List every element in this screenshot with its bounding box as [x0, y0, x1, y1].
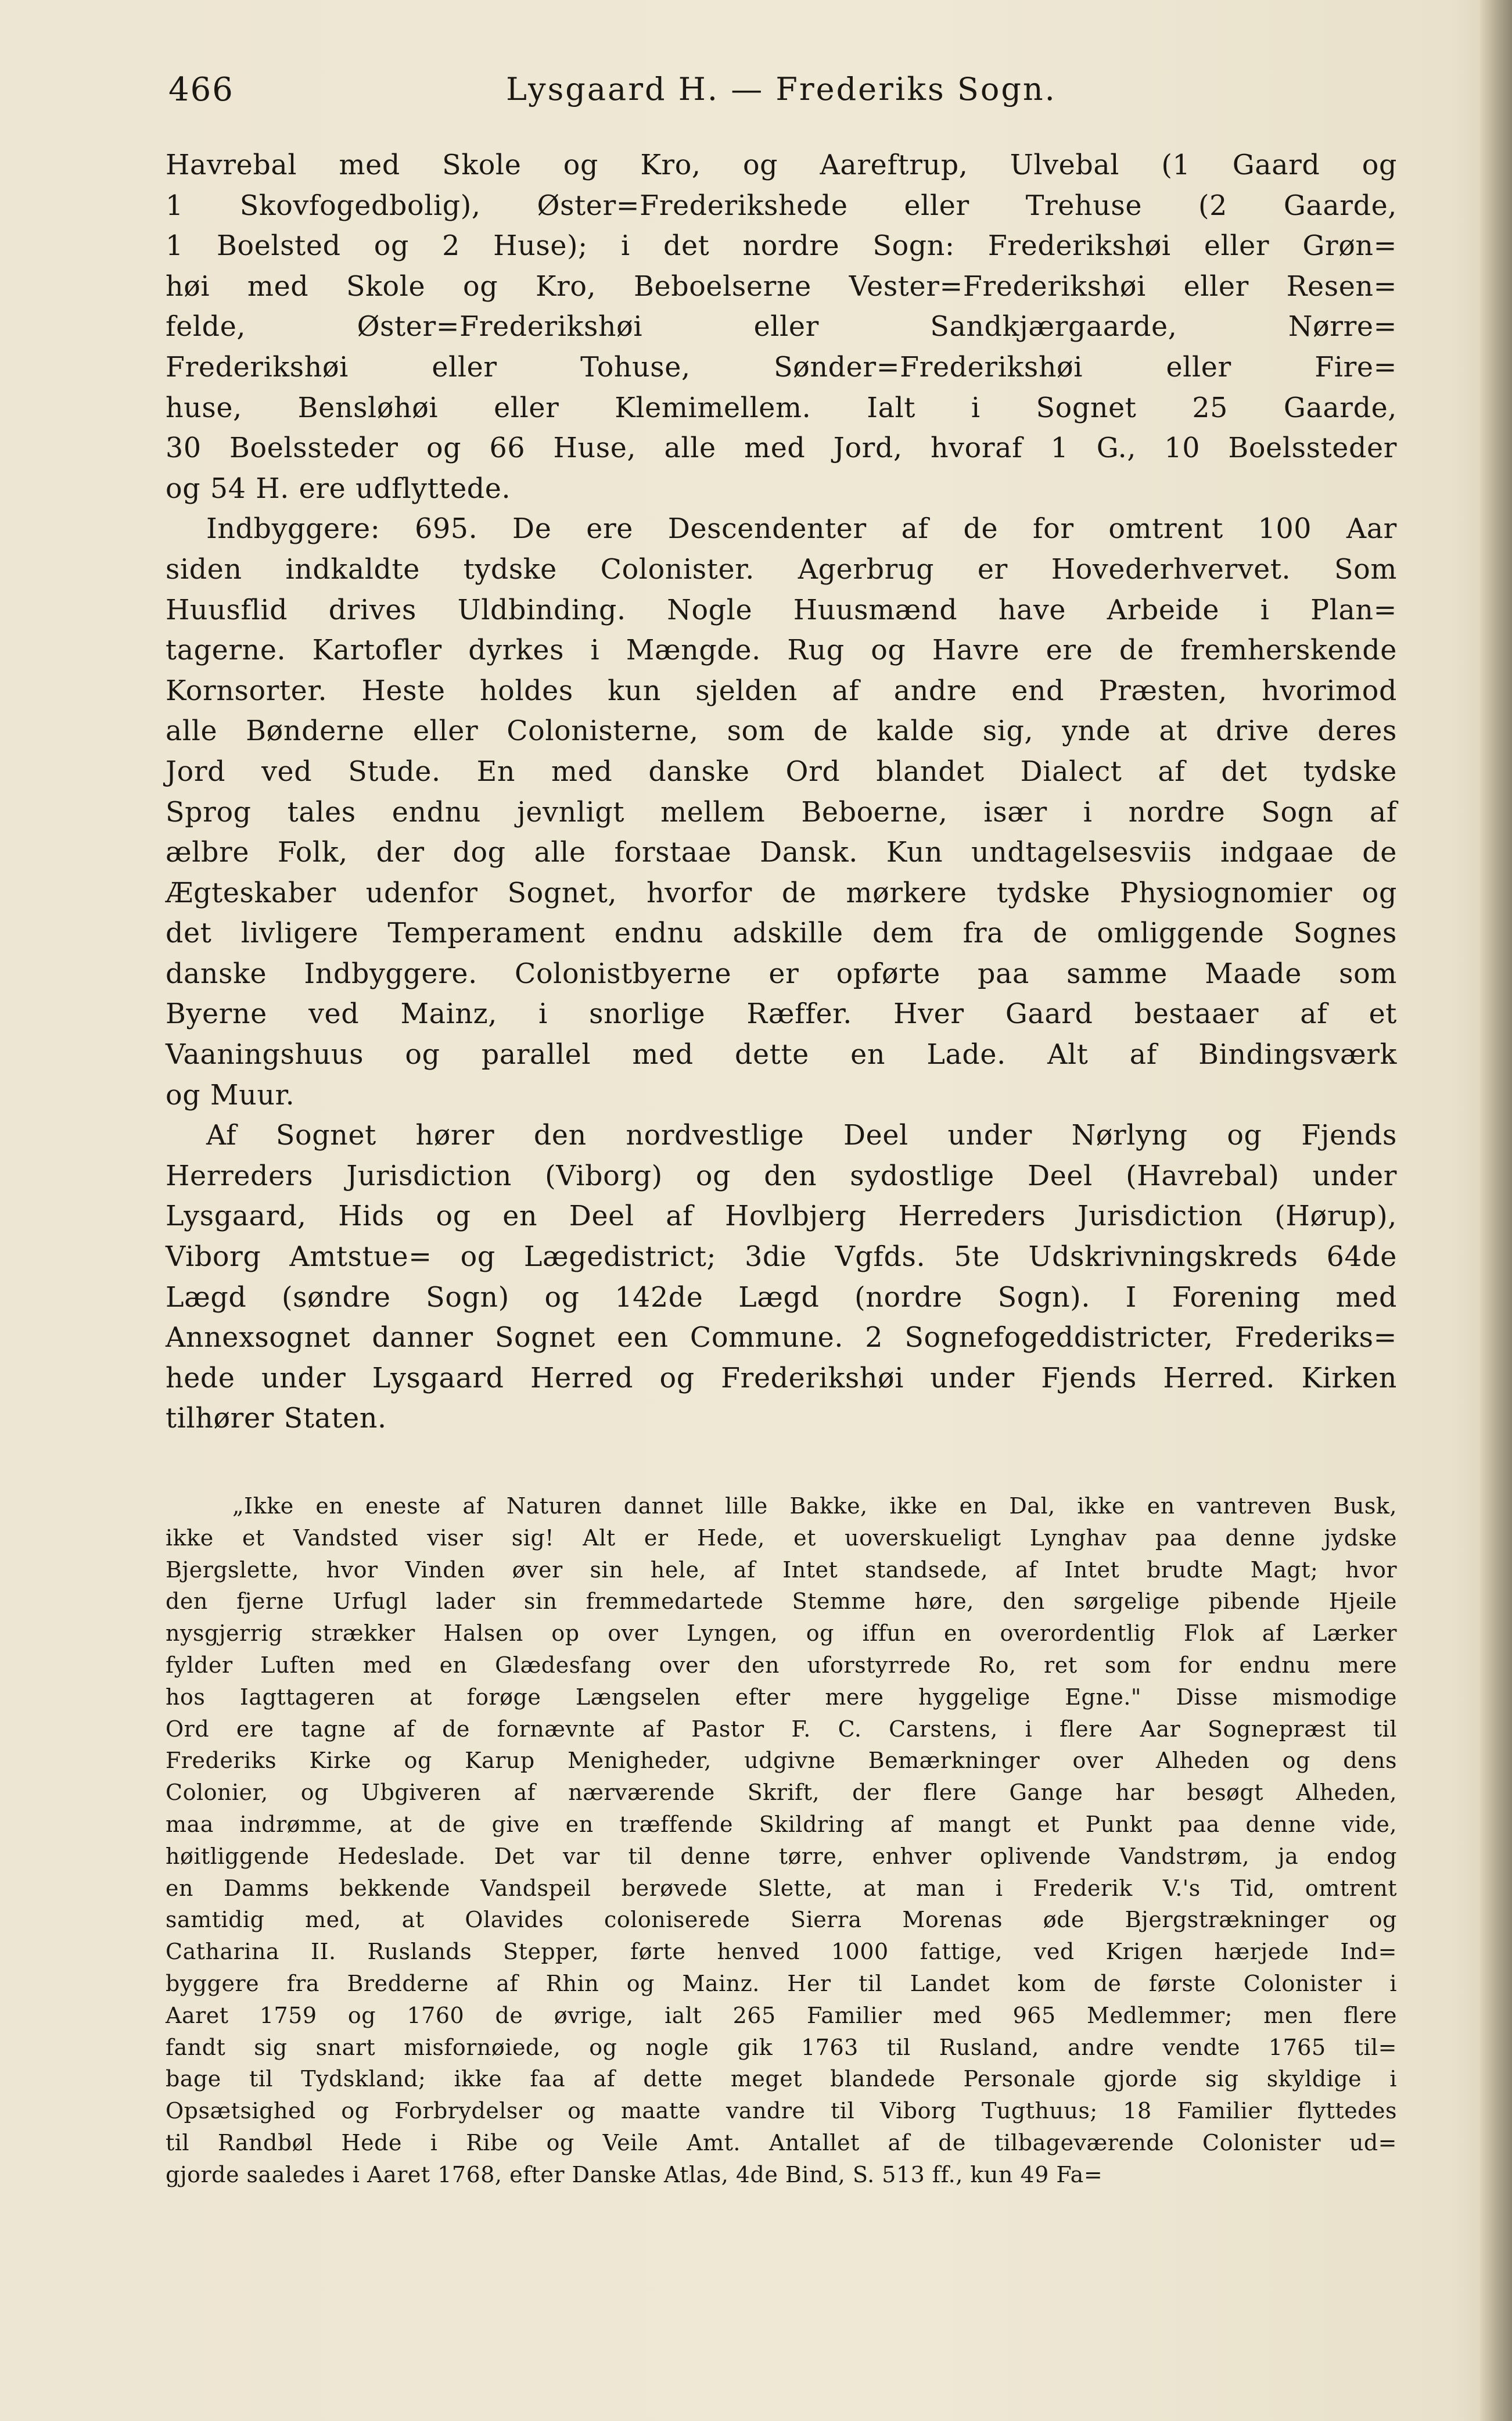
page-number: 466: [168, 71, 234, 109]
text-line: Viborg Amtstue= og Lægedistrict; 3die Vgfds. 5te Udskrivningskreds 64de: [166, 1241, 1397, 1274]
text-line: Frederiks Kirke og Karup Menigheder, udgivne Bemærkninger over Alheden og dens: [166, 1748, 1397, 1774]
text-line: Byerne ved Mainz, i snorlige Ræffer. Hver Gaard bestaaer af et: [166, 998, 1397, 1031]
text-line: det livligere Temperament endnu adskille dem fra de omliggende Sognes: [166, 917, 1397, 950]
text-line: hede under Lysgaard Herred og Frederikshøi under Fjends Herred. Kirken: [166, 1362, 1397, 1394]
text-line: Ord ere tagne af de fornævnte af Pastor F. C. Carstens, i flere Aar Sognepræst til: [166, 1716, 1397, 1742]
text-line: danske Indbyggere. Colonistbyerne er opførte paa samme Maade som: [166, 957, 1397, 990]
text-line: tagerne. Kartofler dyrkes i Mængde. Rug og Havre ere de fremherskende: [166, 634, 1397, 667]
text-line: Huusflid drives Uldbinding. Nogle Huusmænd have Arbeide i Plan=: [166, 594, 1397, 626]
main-text: [166, 145, 1397, 1439]
text-line: Kornsorter. Heste holdes kun sjelden af andre end Præsten, hvorimod: [166, 675, 1397, 707]
page-header: [168, 58, 1394, 116]
text-line: Ægteskaber udenfor Sognet, hvorfor de mørkere tydske Physiognomier og: [166, 877, 1397, 909]
text-line: Sprog tales endnu jevnligt mellem Beboerne, især i nordre Sogn af: [166, 796, 1397, 828]
text-line: 1 Boelsted og 2 Huse); i det nordre Sogn: Frederikshøi eller Grøn=: [166, 230, 1397, 263]
text-line: ikke et Vandsted viser sig! Alt er Hede, et uoverskueligt Lynghav paa denne jydske: [166, 1525, 1397, 1551]
text-line: 1 Skovfogedbolig), Øster=Frederikshede eller Trehuse (2 Gaarde,: [166, 189, 1397, 222]
text-line: 30 Boelssteder og 66 Huse, alle med Jord, hvoraf 1 G., 10 Boelssteder: [166, 432, 1397, 465]
text-line: til Randbøl Hede i Ribe og Veile Amt. Antallet af de tilbageværende Colonister ud=: [166, 2129, 1397, 2155]
text-line: gjorde saaledes i Aaret 1768, efter Danske Atlas, 4de Bind, S. 513 ff., kun 49 Fa=: [166, 2161, 1103, 2187]
text-line: og Muur.: [166, 1079, 295, 1111]
footnote-text: [166, 1490, 1397, 2191]
text-line: Herreders Jurisdiction (Viborg) og den sydostlige Deel (Havrebal) under: [166, 1160, 1397, 1192]
text-line: fandt sig snart misfornøiede, og nogle gik 1763 til Rusland, andre vendte 1765 til=: [166, 2034, 1397, 2060]
text-line: tilhører Staten.: [166, 1403, 387, 1435]
text-line: og 54 H. ere udflyttede.: [166, 472, 511, 505]
text-line: fylder Luften med en Glædesfang over den uforstyrrede Ro, ret som for endnu mere: [166, 1652, 1397, 1678]
text-line: den fjerne Urfugl lader sin fremmedartede Stemme høre, den sørgelige pibende Hjeile: [166, 1588, 1397, 1615]
text-line: hos Iagttageren at forøge Længselen efter mere hyggelige Egne." Disse mismodige: [166, 1684, 1397, 1710]
text-line: Frederikshøi eller Tohuse, Sønder=Frederikshøi eller Fire=: [166, 351, 1397, 383]
text-line: en Damms bekkende Vandspeil berøvede Slette, at man i Frederik V.'s Tid, omtrent: [166, 1875, 1397, 1901]
text-line: bage til Tydskland; ikke faa af dette meget blandede Personale gjorde sig skyldige i: [166, 2066, 1397, 2092]
running-head: Lysgaard H. — Frederiks Sogn.: [506, 71, 1057, 107]
text-line: Catharina II. Ruslands Stepper, førte henved 1000 fattige, ved Krigen hærjede Ind=: [166, 1939, 1397, 1965]
text-line: Vaaningshuus og parallel med dette en Lade. Alt af Bindingsværk: [166, 1039, 1397, 1071]
text-line: felde, Øster=Frederikshøi eller Sandkjærgaarde, Nørre=: [166, 311, 1397, 343]
text-line: Lægd (søndre Sogn) og 142de Lægd (nordre Sogn). I Forening med: [166, 1281, 1397, 1314]
text-line: Havrebal med Skole og Kro, og Aareftrup, Ulvebal (1 Gaard og: [166, 149, 1397, 181]
text-line: Aaret 1759 og 1760 de øvrige, ialt 265 Familier med 965 Medlemmer; men flere: [166, 2002, 1397, 2028]
book-spine-shadow: [1480, 0, 1512, 2421]
text-line: maa indrømme, at de give en træffende Skildring af mangt et Punkt paa denne vide,: [166, 1811, 1397, 1837]
text-line: byggere fra Bredderne af Rhin og Mainz. Her til Landet kom de første Colonister i: [166, 1970, 1397, 1996]
text-line: Lysgaard, Hids og en Deel af Hovlbjerg Herreders Jurisdiction (Hørup),: [166, 1200, 1397, 1233]
text-line: Af Sognet hører den nordvestlige Deel under Nørlyng og Fjends: [206, 1120, 1397, 1152]
text-line: høitliggende Hedeslade. Det var til denne tørre, enhver oplivende Vandstrøm, ja endog: [166, 1843, 1397, 1869]
text-line: Indbyggere: 695. De ere Descendenter af de for omtrent 100 Aar: [206, 513, 1397, 546]
text-line: høi med Skole og Kro, Beboelserne Vester=Frederikshøi eller Resen=: [166, 270, 1397, 303]
text-line: Opsætsighed og Forbrydelser og maatte vandre til Viborg Tugthuus; 18 Familier flyttedes: [166, 2098, 1397, 2124]
text-line: Colonier, og Ubgiveren af nærværende Skrift, der flere Gange har besøgt Alheden,: [166, 1780, 1397, 1806]
text-line: ælbre Folk, der dog alle forstaae Dansk. Kun undtagelsesviis indgaae de: [166, 837, 1397, 869]
text-line: nysgjerrig strækker Halsen op over Lyngen, og iffun en overordentlig Flok af Lærker: [166, 1620, 1397, 1647]
text-line: „Ikke en eneste af Naturen dannet lille Bakke, ikke en Dal, ikke en vantreven Busk,: [232, 1493, 1397, 1519]
text-line: huse, Bensløhøi eller Klemimellem. Ialt i Sognet 25 Gaarde,: [166, 392, 1397, 424]
text-line: alle Bønderne eller Colonisterne, som de kalde sig, ynde at drive deres: [166, 715, 1397, 748]
text-line: siden indkaldte tydske Colonister. Agerbrug er Hovederhvervet. Som: [166, 553, 1397, 586]
text-line: Bjergslette, hvor Vinden øver sin hele, af Intet standsede, af Intet brudte Magt; hvor: [166, 1556, 1397, 1583]
text-line: Annexsognet danner Sognet een Commune. 2 Sognefogeddistricter, Frederiks=: [166, 1322, 1397, 1354]
text-line: samtidig med, at Olavides coloniserede Sierra Morenas øde Bjergstrækninger og: [166, 1907, 1397, 1933]
text-line: Jord ved Stude. En med danske Ord blandet Dialect af det tydske: [166, 755, 1397, 788]
